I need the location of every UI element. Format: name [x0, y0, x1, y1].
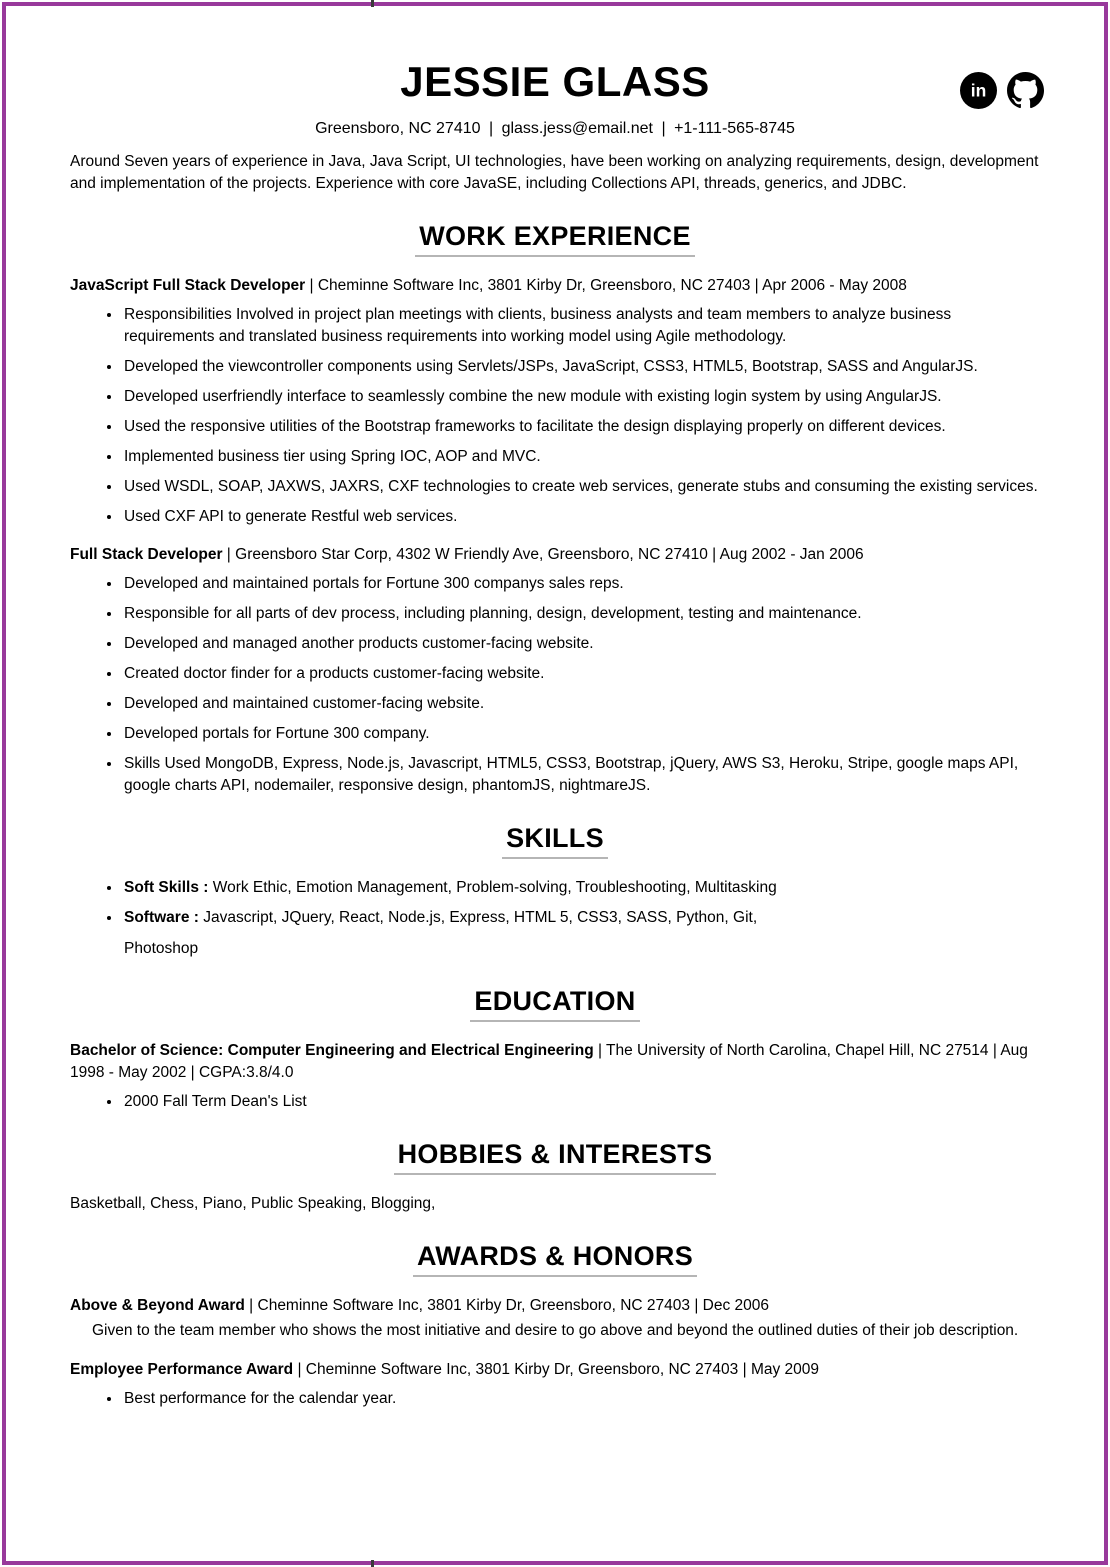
- skill-label: Software :: [124, 909, 199, 927]
- skill-value: Javascript, JQuery, React, Node.js, Express, HTML 5, CSS3, SASS, Python, Git,: [203, 909, 758, 927]
- skill-label: Soft Skills :: [124, 879, 209, 897]
- education-gpa: CGPA:3.8/4.0: [198, 1064, 294, 1082]
- bullet-item: • Used CXF API to generate Restful web services.: [122, 506, 1040, 528]
- job-bullet-list: [70, 304, 1040, 528]
- pipe-separator: |: [694, 1297, 699, 1315]
- bullet-item: • Developed and maintained customer-facing website.: [122, 693, 1040, 715]
- skill-value: Photoshop: [124, 940, 199, 958]
- section-title-awards: AWARDS & HONORS: [413, 1241, 697, 1277]
- crop-mark-bottom: [371, 1560, 374, 1567]
- pipe-separator: |: [992, 1042, 997, 1060]
- pipe-separator: |: [249, 1297, 254, 1315]
- job-bullet-list: [70, 573, 1040, 797]
- pipe-separator: |: [226, 546, 231, 564]
- bullet-item: • 2000 Fall Term Dean's List: [122, 1091, 1040, 1113]
- summary-text: Around Seven years of experience in Java, Java Script, UI technologies, have been working on analyzing requirements, design, development and implementation of the projects. Experience with core JavaSE, including Collections API, threads, generics, and JDBC.: [70, 153, 1039, 193]
- section-title-skills: SKILLS: [502, 823, 608, 859]
- section-skills: [70, 823, 1040, 859]
- award-header: [70, 1359, 1040, 1381]
- award-description: Given to the team member who shows the most initiative and desire to go above and beyond the outlined duties of their job description.: [92, 1322, 1019, 1340]
- degree-title: Bachelor of Science: Computer Engineering and Electrical Engineering: [70, 1042, 594, 1060]
- pipe-separator: |: [297, 1360, 302, 1378]
- resume-header: [70, 60, 1040, 195]
- contact-phone: +1-111-565-8745: [674, 120, 795, 138]
- bullet-item: • Skills Used MongoDB, Express, Node.js, Javascript, HTML5, CSS3, Bootstrap, jQuery, AWS S3, Heroku, Stripe, google maps API, google charts API, nodemailer, responsive design, phantomJS, nightmareJS.: [122, 753, 1040, 797]
- pipe-separator: |: [712, 546, 717, 564]
- job-company: Greensboro Star Corp, 4302 W Friendly Ave, Greensboro, NC 27410: [235, 546, 708, 564]
- bullet-item: • Used the responsive utilities of the Bootstrap frameworks to facilitate the design displaying properly on different devices.: [122, 416, 1040, 438]
- bullet-item: • Developed userfriendly interface to seamlessly combine the new module with existing login system by using AngularJS.: [122, 386, 1040, 408]
- job-title: Full Stack Developer: [70, 546, 223, 564]
- award-date: Dec 2006: [702, 1297, 770, 1315]
- contact-email: glass.jess@email.net: [501, 120, 653, 138]
- social-links: [960, 72, 1044, 109]
- job-title: JavaScript Full Stack Developer: [70, 277, 306, 295]
- pipe-separator: |: [597, 1042, 603, 1060]
- section-hobbies: [70, 1139, 1040, 1175]
- award-date: May 2009: [750, 1360, 820, 1378]
- bullet-item: • Used WSDL, SOAP, JAXWS, JAXRS, CXF technologies to create web services, generate stubs and consuming the existing services.: [122, 476, 1040, 498]
- job-header: [70, 275, 1040, 297]
- bullet-item: • Developed portals for Fortune 300 company.: [122, 723, 1040, 745]
- contact-line: [70, 120, 1040, 138]
- job-company: Cheminne Software Inc, 3801 Kirby Dr, Greensboro, NC 27403: [317, 277, 751, 295]
- section-title-hobbies: HOBBIES & INTERESTS: [394, 1139, 717, 1175]
- job-header: [70, 544, 1040, 566]
- pipe-separator: |: [488, 120, 494, 138]
- education-header: [70, 1040, 1040, 1084]
- award-name: Employee Performance Award: [70, 1360, 294, 1378]
- hobbies-text: Basketball, Chess, Piano, Public Speaking, Blogging,: [70, 1195, 436, 1213]
- bullet-item: • Best performance for the calendar year.: [122, 1388, 1040, 1410]
- award-org: Cheminne Software Inc, 3801 Kirby Dr, Greensboro, NC 27403: [305, 1360, 739, 1378]
- pipe-separator: |: [754, 277, 759, 295]
- bullet-item: • Developed and maintained portals for Fortune 300 companys sales reps.: [122, 573, 1040, 595]
- candidate-name: JESSIE GLASS: [400, 58, 710, 105]
- skill-value: Work Ethic, Emotion Management, Problem-solving, Troubleshooting, Multitasking: [212, 879, 777, 897]
- bullet-item: • Responsible for all parts of dev process, including planning, design, development, testing and maintenance.: [122, 603, 1040, 625]
- bullet-item: • Implemented business tier using Spring IOC, AOP and MVC.: [122, 446, 1040, 468]
- svg-text:in: in: [970, 80, 987, 101]
- pipe-separator: |: [190, 1064, 195, 1082]
- pipe-separator: |: [661, 120, 666, 138]
- skills-list: [70, 877, 1040, 960]
- github-icon[interactable]: [1007, 72, 1044, 109]
- school-name: The University of North Carolina, Chapel Hill, NC 27514: [606, 1042, 989, 1060]
- section-title-work-experience: WORK EXPERIENCE: [415, 221, 695, 257]
- section-education: [70, 986, 1040, 1022]
- skill-item: [122, 907, 1040, 960]
- education-dates: Aug 1998 - May 2002: [70, 1042, 1028, 1082]
- bullet-item: • Developed and managed another products customer-facing website.: [122, 633, 1040, 655]
- award-name: Above & Beyond Award: [70, 1297, 245, 1315]
- skill-item: [122, 877, 1040, 899]
- bullet-item: • Developed the viewcontroller components using Servlets/JSPs, JavaScript, CSS3, HTML5, Bootstrap, SASS and AngularJS.: [122, 356, 1040, 378]
- award-bullet-list: [70, 1388, 1040, 1410]
- section-title-education: EDUCATION: [470, 986, 639, 1022]
- education-bullet-list: [70, 1091, 1040, 1113]
- job-dates: Apr 2006 - May 2008: [762, 277, 907, 295]
- award-org: Cheminne Software Inc, 3801 Kirby Dr, Greensboro, NC 27403: [257, 1297, 691, 1315]
- award-header: [70, 1295, 1040, 1317]
- contact-location: Greensboro, NC 27410: [315, 120, 481, 138]
- section-awards: [70, 1241, 1040, 1277]
- crop-mark-top: [371, 0, 374, 7]
- job-dates: Aug 2002 - Jan 2006: [719, 546, 864, 564]
- linkedin-icon[interactable]: [960, 72, 997, 109]
- pipe-separator: |: [742, 1360, 747, 1378]
- bullet-item: • Created doctor finder for a products customer-facing website.: [122, 663, 1040, 685]
- section-work-experience: [70, 221, 1040, 257]
- pipe-separator: |: [309, 277, 314, 295]
- bullet-item: • Responsibilities Involved in project plan meetings with clients, business analysts and team members to analyze business requirements and translated business requirements into working model using Agile methodology.: [122, 304, 1040, 348]
